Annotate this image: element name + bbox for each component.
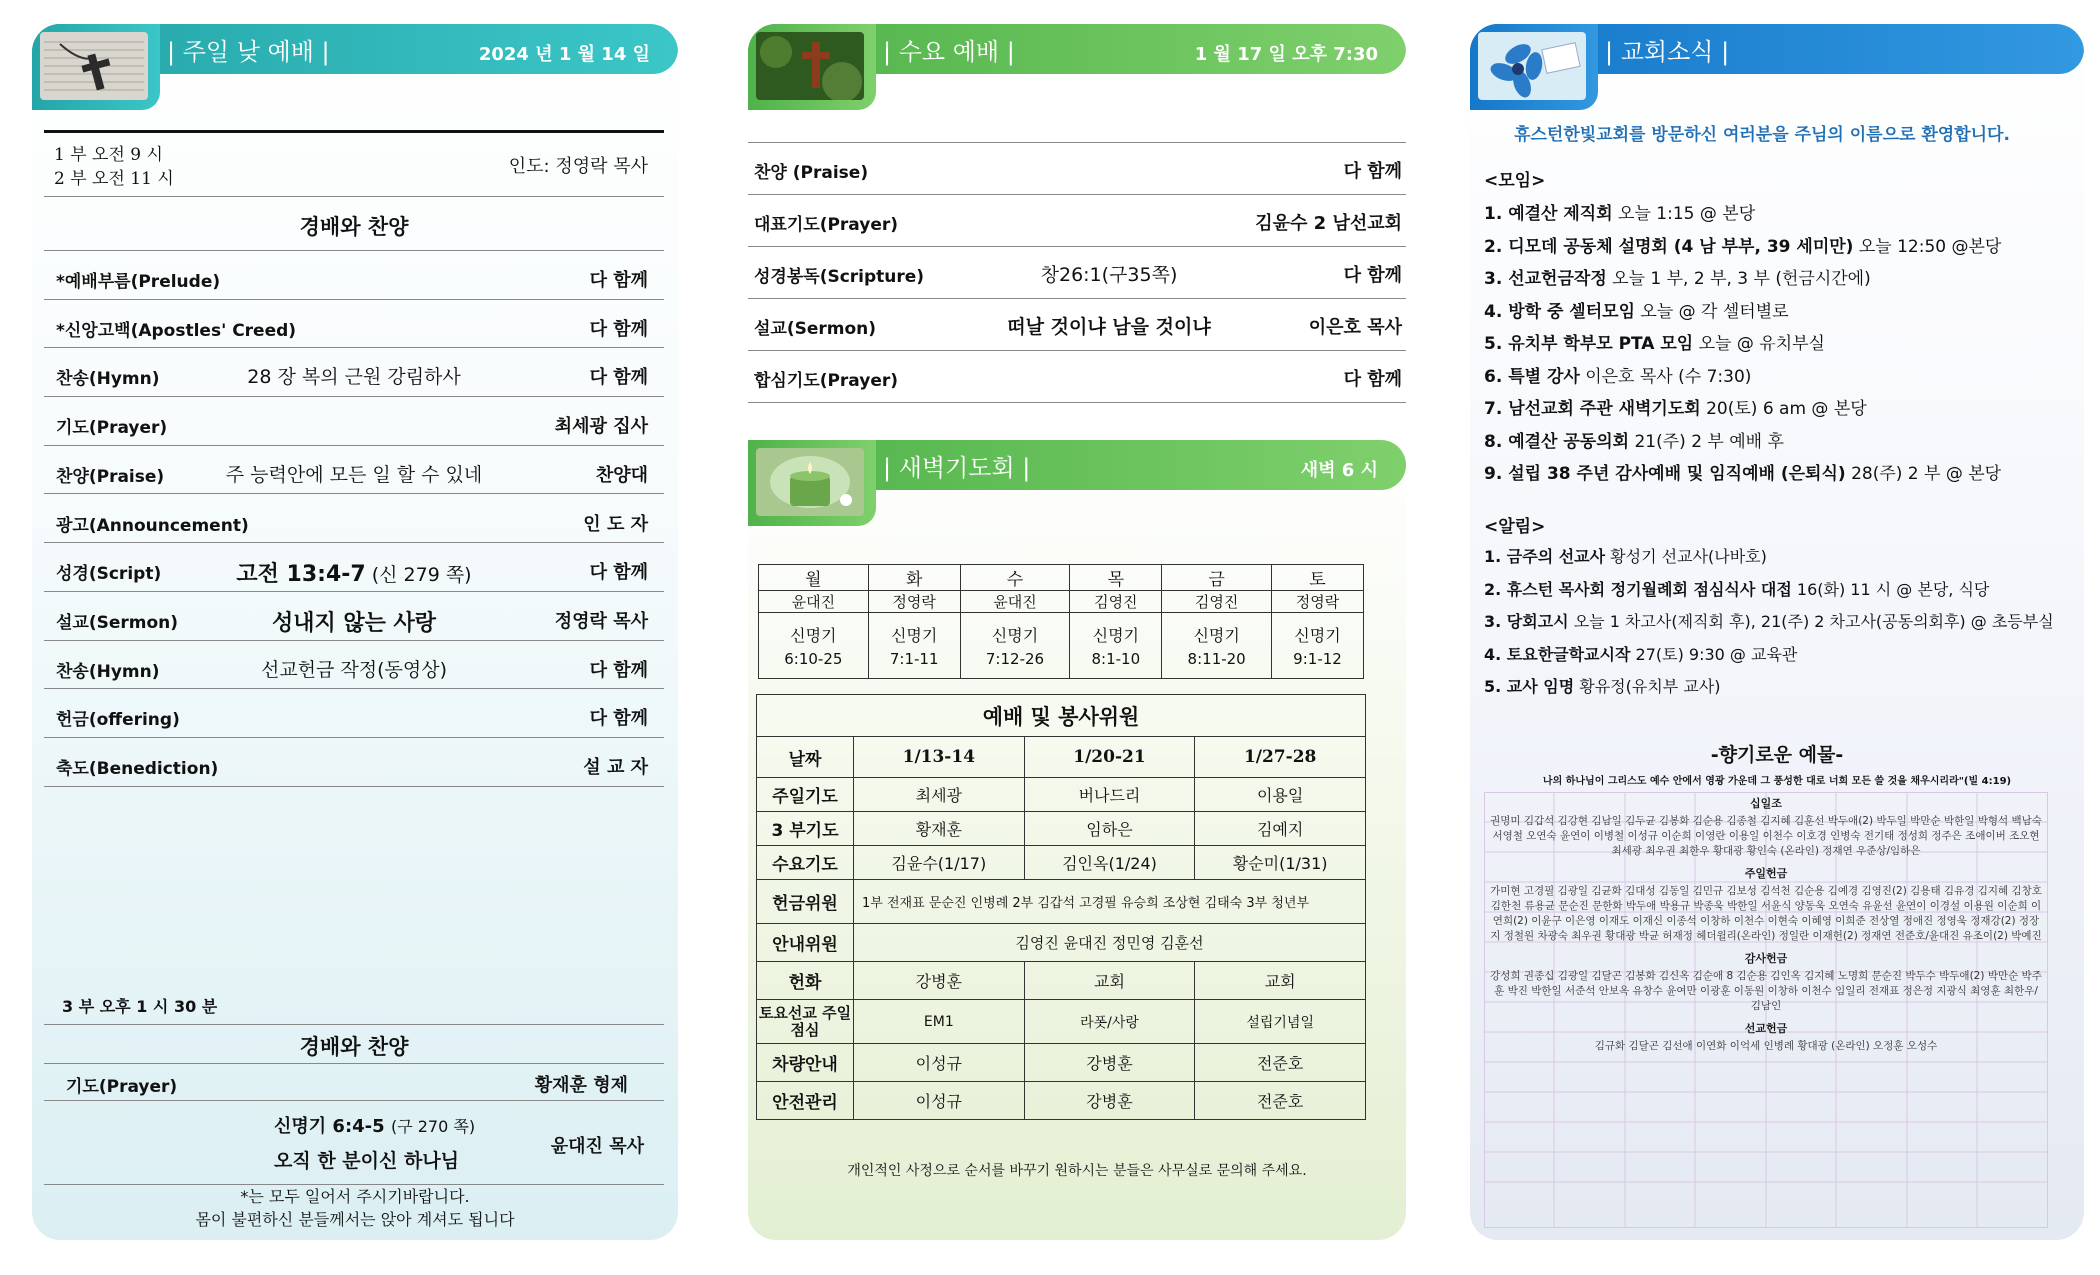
meeting-title: 5. 유치부 학부모 PTA 모임 [1484, 334, 1694, 354]
order-label: 헌금(offering) [56, 710, 180, 731]
vol-role: 수요기도 [757, 846, 854, 880]
offering-section-names: 김규화 김달곤 김선애 이연화 이억세 인병례 황대광 (온라인) 오정훈 오성수 [1594, 1040, 1938, 1052]
vol-parking-row [757, 1044, 1366, 1082]
dawn-text-row [759, 613, 1364, 679]
dawn-passage [1162, 613, 1272, 679]
wed-order-row [748, 196, 1406, 247]
dawn-schedule-table [758, 564, 1364, 679]
sermon3-title: 오직 한 분이신 하나님 [274, 1150, 460, 1172]
dawn-day: 수 [960, 565, 1070, 591]
dawn-leader: 윤대진 [759, 591, 869, 613]
notice-title: 1. 금주의 선교사 [1484, 547, 1606, 566]
dawn-passage [759, 613, 869, 679]
vol-person: 전준호 [1195, 1044, 1366, 1082]
service3-time: 3 부 오후 1 시 30 분 [62, 997, 218, 1016]
order-detail-text: 28 장 복의 근원 강림하사 [247, 366, 461, 389]
meeting-detail: 28(주) 2 부 @ 본당 [1845, 464, 2002, 484]
dawn-passage [960, 613, 1070, 679]
offering-section-title: 주일헌금 [1744, 867, 1788, 880]
vol-title: 예배 및 봉사위원 [757, 695, 1366, 737]
seating-note: 몸이 불편하신 분들께서는 앉아 계셔도 됩니다 [195, 1210, 515, 1229]
dawn-day: 화 [868, 565, 960, 591]
meeting-detail: 오늘 @ 각 셀터별로 [1635, 301, 1789, 322]
vol-person: 김윤수(1/17) [854, 846, 1025, 880]
wednesday-service-panel [748, 24, 1406, 1240]
dawn-leaders-row [759, 591, 1364, 613]
offering-verse: 나의 하나님이 그리스도 예수 안에서 영광 가운데 그 풍성한 대로 너희 모든 쓸 것을 채우시리라"(빌 4:19) [1542, 776, 2012, 787]
vol-person: 버나드리 [1024, 778, 1195, 812]
bible-cross-image [40, 32, 148, 100]
dawn-day: 월 [759, 565, 869, 591]
wed-order-label: 성경봉독(Scripture) [754, 267, 925, 287]
scripture3-page: (구 270 쪽) [390, 1117, 476, 1136]
sermon3-row [44, 1102, 664, 1185]
news-thumb-frame [1470, 24, 1598, 110]
prayer3-row [44, 1064, 664, 1101]
vol-person: 강병훈 [1024, 1044, 1195, 1082]
dawn-days-row [759, 565, 1364, 591]
flower-image [1478, 32, 1586, 100]
meeting-title: 4. 방학 중 셀터모임 [1484, 301, 1635, 322]
service-times-row [44, 132, 664, 197]
order-person: 다 함께 [589, 367, 648, 389]
vol-date: 1/20-21 [1024, 737, 1195, 778]
order-person: 최세광 집사 [554, 416, 648, 438]
order-row [44, 642, 664, 690]
offering-title: -향기로운 예물- [1710, 744, 1844, 766]
dawn-verse: 8:1-10 [1091, 650, 1141, 668]
vol-usher-row [757, 924, 1366, 962]
dawn-leader: 윤대진 [960, 591, 1070, 613]
dawn-day: 토 [1271, 565, 1363, 591]
wed-order-person: 다 함께 [1343, 161, 1402, 182]
order-row [44, 301, 664, 349]
meeting-detail: 21(주) 2 부 예배 후 [1629, 431, 1784, 452]
notice-title: 2. 휴스턴 목사회 정기월례회 점심식사 대접 [1484, 579, 1792, 599]
order-label: *예배부름(Prelude) [56, 272, 221, 292]
vol-role: 차량안내 [757, 1044, 854, 1082]
vol-person: 설립기념일 [1195, 1000, 1366, 1044]
wed-order-person: 다 함께 [1343, 265, 1402, 286]
meeting-item [1484, 297, 1789, 322]
notice-detail: 16(화) 11 시 @ 본당, 식당 [1791, 579, 1990, 599]
vol-role: 안내위원 [757, 924, 854, 962]
vol-offering-row [757, 880, 1366, 924]
wed-order-row [748, 352, 1406, 403]
meeting-item [1484, 362, 1751, 387]
vol-person: 교회 [1195, 962, 1366, 1000]
offering-section-names: 가미현 고경필 김광일 김균화 김대성 김동일 김민규 김보성 김석천 김순용 김예경 김영진(2) 김용태 김유경 김지혜 김창호 김한천 류용균 문순진 문한화 박두애 박용규 박종욱 박한일 서윤식 양동욱 오연숙 유윤선 윤연이 이경설 이용원 이순희 이연희(2) 이윤구 이은영 이재도 이재신 이종석 이창하 이천수 이현숙 이혜영 이희준 전상열 정애진 정영욱 정재강(2) 정장지 정철원 차광숙 최우권 황대광 박균 허재정 헤더윌리(온라인) 정일란 이재헌(2) 정재연 전준호/윤대진 유조이(2) 박예진 [1490, 885, 2042, 942]
order-detail [44, 362, 664, 389]
sunday-title: | 주일 낮 예배 | [167, 38, 330, 66]
vol-role: 헌금위원 [757, 880, 854, 924]
order-label: 성경(Script) [56, 564, 162, 585]
service1-time: 1 부 오전 9 시 [54, 145, 163, 165]
vol-row [757, 778, 1366, 812]
wed-order-row [748, 248, 1406, 299]
dawn-book: 신명기 [1092, 626, 1139, 645]
meeting-title: 7. 남선교회 주관 새벽기도회 [1484, 399, 1701, 419]
meeting-item [1484, 394, 1867, 419]
section3-title: 경배와 찬양 [299, 1035, 409, 1059]
section3-row [44, 1024, 664, 1064]
order-label: 광고(Announcement) [56, 515, 249, 536]
vol-row [757, 812, 1366, 846]
vol-offering-people: 1부 전재표 문순진 인병례 2부 김갑석 고경필 유승희 조상현 김태숙 3부 청년부 [854, 880, 1366, 924]
dawn-leader: 김영진 [1162, 591, 1272, 613]
notices-header: <알림> [1484, 517, 1546, 537]
sunday-date: 2024 년 1 월 14 일 [478, 44, 650, 65]
order-detail-text: 주 능력안에 모든 일 할 수 있네 [225, 463, 483, 486]
order-row [44, 398, 664, 446]
order-label: 축도(Benediction) [56, 759, 219, 779]
meeting-title: 6. 특별 강사 [1484, 366, 1580, 387]
dawn-thumb-frame [748, 440, 876, 526]
wed-order-detail: 떠날 것이냐 남을 것이냐 [1007, 316, 1211, 338]
order-detail [44, 655, 664, 682]
dawn-leader: 김영진 [1070, 591, 1162, 613]
order-person: 다 함께 [589, 270, 648, 291]
vol-person: 이성규 [854, 1082, 1025, 1120]
section-title: 경배와 찬양 [299, 215, 409, 239]
dawn-verse: 7:12-26 [985, 650, 1045, 668]
offering-section-title: 선교헌금 [1744, 1022, 1788, 1035]
order-label: 설교(Sermon) [56, 612, 179, 633]
vol-person: 강병훈 [1024, 1082, 1195, 1120]
dawn-passage [1271, 613, 1363, 679]
order-label: 찬양(Praise) [56, 466, 165, 487]
dawn-verse: 7:1-11 [889, 650, 939, 668]
order-label: *신앙고백(Apostles' Creed) [56, 320, 297, 341]
dawn-verse: 8:11-20 [1187, 650, 1246, 668]
notice-item [1484, 642, 1797, 665]
order-person: 찬양대 [595, 464, 648, 486]
meeting-title: 2. 디모데 공동체 설명회 (4 남 부부, 39 세미만) [1484, 236, 1854, 257]
vol-person: 이성규 [854, 1044, 1025, 1082]
order-person: 인 도 자 [583, 513, 648, 535]
notice-title: 4. 토요한글학교시작 [1484, 644, 1631, 664]
wednesday-thumb-frame [748, 24, 876, 110]
order-person: 다 함께 [589, 659, 648, 681]
wed-order-person: 다 함께 [1343, 369, 1402, 390]
order-row [44, 447, 664, 495]
order-row [44, 349, 664, 397]
wednesday-title: | 수요 예배 | [883, 38, 1015, 66]
meeting-detail: 오늘 12:50 @본당 [1853, 236, 2002, 257]
vol-flower-row [757, 962, 1366, 1000]
vol-usher-people: 김영진 윤대진 정민영 김훈선 [854, 924, 1366, 962]
vol-dates-row [757, 737, 1366, 778]
meeting-detail: 오늘 @ 유치부실 [1693, 334, 1825, 354]
meeting-item [1484, 232, 2001, 257]
dawn-verse: 9:1-12 [1293, 650, 1342, 668]
wed-order-label: 합심기도(Prayer) [754, 371, 899, 391]
sunday-offering [1488, 865, 2044, 944]
prayer3-label: 기도(Prayer) [66, 1077, 178, 1097]
order-detail-text: 선교헌금 작정(동영상) [260, 658, 448, 681]
order-row [44, 690, 664, 738]
dawn-day: 목 [1070, 565, 1162, 591]
volunteer-note: 개인적인 사정으로 순서를 바꾸기 원하시는 분들은 사무실로 문의해 주세요. [847, 1163, 1307, 1179]
mission-offering [1488, 1020, 2044, 1054]
section-row [44, 198, 664, 251]
wooden-cross-image [756, 32, 864, 100]
dawn-passage [1070, 613, 1162, 679]
service2-time: 2 부 오전 11 시 [54, 169, 174, 189]
dawn-day: 금 [1162, 565, 1272, 591]
sunday-service-panel [32, 24, 678, 1240]
meeting-item [1484, 427, 1784, 452]
vol-person: 강병훈 [854, 962, 1025, 1000]
dawn-book: 신명기 [991, 626, 1039, 645]
sunday-thumb-frame [32, 24, 160, 110]
vol-date: 1/27-28 [1195, 737, 1366, 778]
dawn-book: 신명기 [790, 626, 837, 645]
meeting-item [1484, 329, 1825, 354]
wed-order-row [748, 300, 1406, 351]
notice-title: 3. 당회고시 [1484, 612, 1569, 631]
dawn-book: 신명기 [890, 626, 938, 645]
vol-role: 주일기도 [757, 778, 854, 812]
meeting-title: 8. 예결산 공동의회 [1484, 431, 1630, 452]
order-row [44, 544, 664, 592]
order-detail [44, 460, 664, 487]
offering-sections [1488, 792, 2044, 1060]
dawn-book: 신명기 [1294, 626, 1341, 645]
vol-person: 김인옥(1/24) [1024, 846, 1195, 880]
offering-section-names: 강성희 권종십 김광일 김달곤 김봉화 김신옥 김순애 8 김순용 김인옥 김지혜 노명희 문순진 박두수 박두애(2) 박만순 박주훈 박진 박한일 서준석 안보옥 유창수 윤여만 이광훈 이동원 이창하 이천수 임일리 전재표 정은정 지광식 최영훈 최한우/ 김남인 [1490, 970, 2042, 1012]
order-detail-page: (신 279 쪽) [371, 564, 472, 587]
notice-detail: 27(토) 9:30 @ 교육관 [1630, 644, 1798, 664]
notice-item [1484, 609, 2054, 632]
dawn-passage [868, 613, 960, 679]
dawn-leader: 정영락 [1271, 591, 1363, 613]
vol-lunch-row [757, 1000, 1366, 1044]
scripture3-ref: 신명기 6:4-5 [274, 1116, 385, 1137]
order-detail [44, 557, 664, 588]
dawn-title: | 새벽기도회 | [883, 454, 1031, 482]
notice-detail: 오늘 1 차고사(제직회 후), 21(주) 2 차고사(공동의회후) @ 초등부실 [1568, 612, 2054, 631]
wed-top-rule [748, 142, 1406, 143]
vol-person: 황재훈 [854, 812, 1025, 846]
meeting-item [1484, 264, 1871, 289]
meetings-header: <모임> [1484, 171, 1546, 191]
wed-order-person: 이은호 목사 [1308, 317, 1402, 338]
wednesday-date: 1 월 17 일 오후 7:30 [1194, 44, 1378, 65]
order-row [44, 496, 664, 544]
notice-item [1484, 674, 1721, 697]
notice-item [1484, 544, 1767, 567]
vol-role: 헌화 [757, 962, 854, 1000]
vol-person: 최세광 [854, 778, 1025, 812]
wed-order-label: 찬양 (Praise) [754, 163, 869, 183]
dawn-time: 새벽 6 시 [1300, 460, 1378, 481]
meeting-detail: 이은호 목사 (수 7:30) [1579, 366, 1752, 387]
vol-role: 토요선교 주일점심 [757, 1000, 854, 1044]
meeting-title: 1. 예결산 제직회 [1484, 204, 1613, 224]
offering-grid [1484, 792, 2048, 1228]
vol-person: 황순미(1/31) [1195, 846, 1366, 880]
order-person: 정영락 목사 [554, 610, 648, 632]
order-row [44, 252, 664, 300]
standing-note: *는 모두 일어서 주시기바랍니다. [240, 1187, 470, 1206]
dawn-leader: 정영락 [868, 591, 960, 613]
dawn-verse: 6:10-25 [784, 650, 843, 668]
order-person: 설 교 자 [583, 757, 648, 778]
vol-title-row [757, 695, 1366, 737]
notice-title: 5. 교사 임명 [1484, 677, 1575, 696]
vol-date: 1/13-14 [854, 737, 1025, 778]
thanksgiving-offering [1488, 950, 2044, 1014]
news-title: | 교회소식 | [1605, 38, 1730, 66]
vol-role: 3 부기도 [757, 812, 854, 846]
order-label: 찬송(Hymn) [56, 661, 160, 682]
order-row [44, 593, 664, 641]
offering-section-title: 십일조 [1750, 797, 1782, 810]
meeting-detail: 오늘 1:15 @ 본당 [1612, 204, 1756, 224]
vol-safety-row [757, 1082, 1366, 1120]
order-person: 다 함께 [589, 562, 648, 584]
volunteers-table [756, 694, 1366, 1120]
vol-person: 교회 [1024, 962, 1195, 1000]
tithe-offering [1488, 795, 2044, 859]
prayer3-person: 황재훈 형제 [534, 1075, 628, 1096]
scripture3 [274, 1112, 475, 1138]
notice-item [1484, 577, 1989, 600]
meeting-detail: 20(토) 6 am @ 본당 [1700, 399, 1867, 419]
vol-person: 전준호 [1195, 1082, 1366, 1120]
wed-order-row [748, 144, 1406, 195]
meeting-title: 3. 선교헌금작정 [1484, 269, 1607, 289]
notice-detail: 황유정(유치부 교사) [1574, 677, 1721, 696]
order-person: 다 함께 [589, 708, 648, 730]
order-label: 기도(Prayer) [56, 418, 168, 439]
order-detail-text: 고전 13:4-7 [236, 562, 366, 588]
order-person: 다 함께 [589, 318, 648, 340]
welcome-text: 휴스턴한빛교회를 방문하신 여러분을 주님의 이름으로 환영합니다. [1514, 125, 2010, 145]
meeting-detail: 오늘 1 부, 2 부, 3 부 (헌금시간에) [1606, 269, 1871, 289]
vol-person: 임하은 [1024, 812, 1195, 846]
order-row [44, 739, 664, 787]
vol-person: EM1 [854, 1000, 1025, 1044]
vol-person: 이용일 [1195, 778, 1366, 812]
wed-order-label: 설교(Sermon) [754, 319, 877, 339]
wed-order-person: 김윤수 2 남선교회 [1255, 213, 1402, 234]
meeting-item [1484, 459, 2001, 484]
leader-name: 인도: 정영락 목사 [508, 156, 648, 177]
church-news-panel [1470, 24, 2084, 1240]
order-label: 찬송(Hymn) [56, 369, 160, 390]
vol-person: 라폿/사랑 [1024, 1000, 1195, 1044]
vol-row [757, 846, 1366, 880]
candle-image [756, 448, 864, 516]
offering-section-names: 권명미 김갑석 김강현 김남일 김두균 김봉화 김순용 김종철 김지혜 김훈선 박두애(2) 박두일 박만순 박한일 박형석 백남숙 서영철 오연숙 윤연이 이병철 이성규 이순희 이영란 이용일 이천수 이호경 인병숙 전기태 정성희 정주은 조애이버 조오현 최세광 최우권 최한우 황대광 황인숙 (온라인) 정재연 우준상/임하은 [1490, 815, 2042, 857]
preacher3: 윤대진 목사 [550, 1136, 644, 1157]
vol-role: 안전관리 [757, 1082, 854, 1120]
order-detail-text: 성내지 않는 사랑 [271, 610, 437, 636]
vol-date-label: 날짜 [757, 737, 854, 778]
vol-person: 김예지 [1195, 812, 1366, 846]
offering-section-title: 감사헌금 [1744, 952, 1788, 965]
wed-order-detail: 창26:1(구35쪽) [1040, 264, 1178, 286]
dawn-book: 신명기 [1193, 626, 1240, 645]
wed-order-label: 대표기도(Prayer) [754, 215, 899, 235]
notice-detail: 황성기 선교사(나바호) [1605, 547, 1767, 566]
meeting-item [1484, 199, 1755, 224]
meeting-title: 9. 설립 38 주년 감사예배 및 임직예배 (은퇴식) [1484, 464, 1846, 484]
